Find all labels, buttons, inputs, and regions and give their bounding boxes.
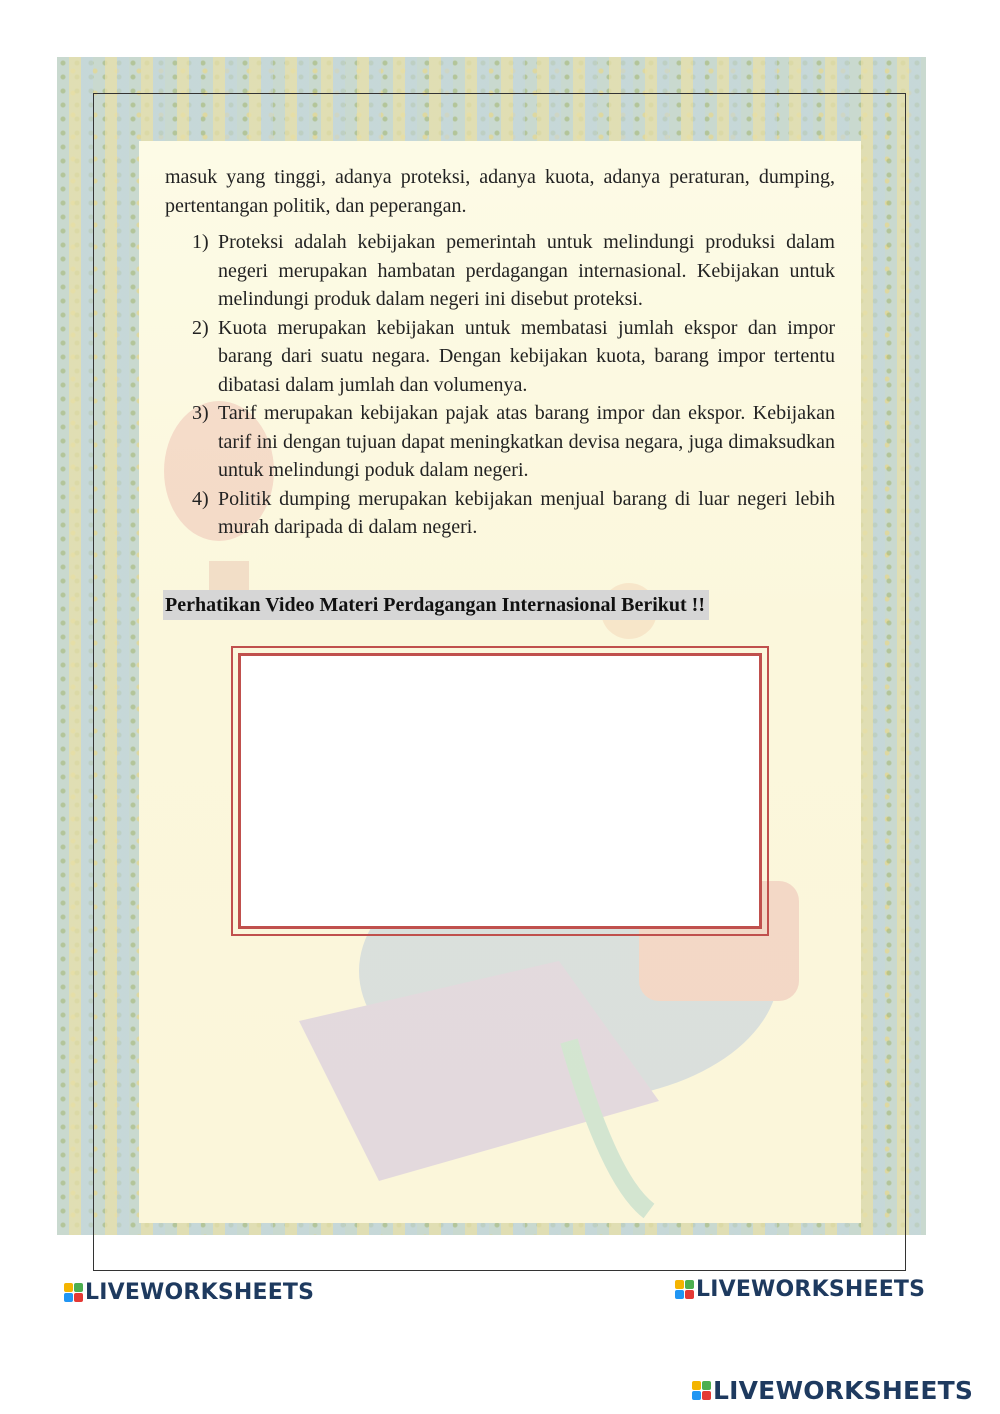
intro-paragraph: masuk yang tinggi, adanya proteksi, adanya kuota, adanya peraturan, dumping, pertentangan politik, dan peperangan. xyxy=(165,166,835,217)
liveworksheets-logo-icon xyxy=(675,1280,694,1299)
liveworksheets-logo-icon xyxy=(64,1283,83,1302)
barrier-list xyxy=(165,228,835,542)
list-item-number: 1) xyxy=(192,231,209,253)
list-item-number: 4) xyxy=(192,487,209,510)
liveworksheets-logo xyxy=(675,1277,925,1302)
list-item-number: 3) xyxy=(192,402,209,424)
list-item-text: Tarif merupakan kebijakan pajak atas barang impor dan ekspor. Kebijakan tarif ini dengan tujuan dapat meningkatkan devisa negara, juga dimaksudkan untuk melindungi poduk dalam negeri. xyxy=(218,402,835,481)
list-item-number: 2) xyxy=(192,316,209,339)
logo-text: LIVEWORKSHEETS xyxy=(696,1277,926,1302)
list-item xyxy=(165,399,835,485)
video-section-heading: Perhatikan Video Materi Perdagangan Internasional Berikut !! xyxy=(163,590,709,620)
liveworksheets-logo xyxy=(692,1376,973,1405)
list-item xyxy=(165,228,835,314)
list-item-text: Politik dumping merupakan kebijakan menjual barang di luar negeri lebih murah daripada di dalam negeri. xyxy=(218,487,835,538)
logo-text: LIVEWORKSHEETS xyxy=(85,1280,315,1305)
liveworksheets-logo-icon xyxy=(692,1381,711,1400)
list-item xyxy=(165,485,835,542)
liveworksheets-logo xyxy=(64,1280,314,1305)
logo-text: LIVEWORKSHEETS xyxy=(713,1376,974,1405)
list-item-text: Kuota merupakan kebijakan untuk membatasi jumlah ekspor dan impor barang dari suatu negara. Dengan kebijakan kuota, barang impor tertentu dibatasi dalam jumlah dan volumenya. xyxy=(218,316,835,396)
video-embed-frame[interactable] xyxy=(231,646,769,936)
video-player-area[interactable] xyxy=(238,653,762,929)
list-item-text: Proteksi adalah kebijakan pemerintah untuk melindungi produksi dalam negeri merupakan hambatan perdagangan internasional. Kebijakan untuk melindungi produk dalam negeri ini disebut proteksi. xyxy=(218,231,835,310)
text-content xyxy=(165,163,835,542)
list-item xyxy=(165,314,835,400)
